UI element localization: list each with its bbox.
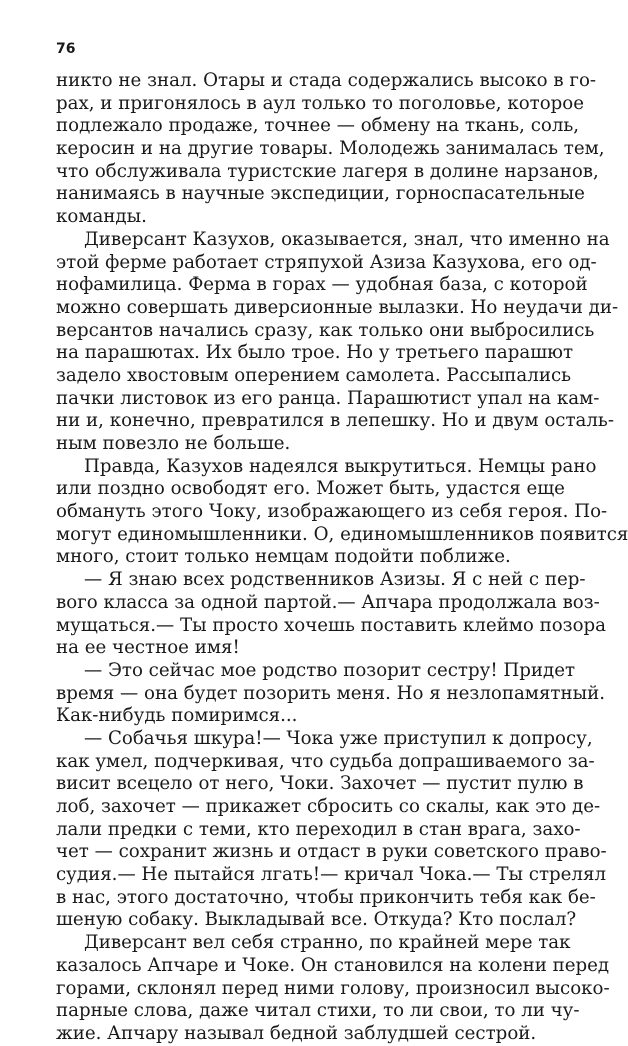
text-line: чет — сохранит жизнь и отдаст в руки советского право- <box>56 841 607 863</box>
text-line: Диверсант Казухов, оказывается, знал, что именно на <box>84 228 610 250</box>
text-line: Как-нибудь помиримся... <box>56 705 298 727</box>
text-line: этой ферме работает стряпухой Азиза Казухова, его од- <box>56 251 597 273</box>
text-line: версантов начались сразу, как только они выбросились <box>56 319 595 341</box>
text-line: Диверсант вел себя странно, по крайней мере так <box>84 932 571 954</box>
text-line: нанимаясь в научные экспедиции, горноспасательные <box>56 183 585 205</box>
text-line: — Собачья шкура!— Чока уже приступил к допросу, <box>84 727 593 749</box>
text-line: что обслуживала туристские лагеря в долине нарзанов, <box>56 160 599 182</box>
text-line: Правда, Казухов надеялся выкрутиться. Немцы рано <box>84 455 597 477</box>
text-line: подлежало продаже, точнее — обмену на ткань, соль, <box>56 115 580 137</box>
text-line: много, стоит только немцам подойти поближе. <box>56 546 511 568</box>
text-line: горами, склонял перед ними голову, произносил высоко- <box>56 977 610 999</box>
text-line: время — она будет позорить меня. Но я незлопамятный. <box>56 682 605 704</box>
page-number: 76 <box>56 41 76 57</box>
text-line: шеную собаку. Выкладывай все. Откуда? Кто послал? <box>56 909 577 931</box>
text-line: никто не знал. Отары и стада содержались высоко в го- <box>56 70 597 91</box>
text-line: висит всецело от него, Чоки. Захочет — пустит пулю в <box>56 773 584 795</box>
text-line: вого класса за одной партой.— Апчара продолжала воз- <box>56 591 600 613</box>
text-line: задело хвостовым оперением самолета. Рассыпались <box>56 364 572 386</box>
text-line: — Это сейчас мое родство позорит сестру! Придет <box>84 659 576 681</box>
text-line: пачки листовок из его ранца. Парашютист упал на кам- <box>56 387 600 409</box>
text-line: ным повезло не больше. <box>56 433 291 454</box>
text-line: мущаться.— Ты просто хочешь поставить клеймо позора <box>56 614 607 636</box>
text-line: керосин и на другие товары. Молодежь занималась тем, <box>56 138 605 160</box>
body-text <box>56 70 628 1046</box>
text-line: рах, и пригонялось в аул только то поголовье, которое <box>56 92 585 114</box>
text-line: можно совершать диверсионные вылазки. Но неудачи ди- <box>56 296 619 318</box>
text-line: ни и, конечно, превратился в лепешку. Но и двум осталь- <box>56 410 614 432</box>
text-line: команды. <box>56 206 147 228</box>
text-line: могут единомышленники. О, единомышленников появится <box>56 523 628 545</box>
text-line: лали предки с теми, кто переходил в стан врага, захо- <box>56 818 581 840</box>
text-line: — Я знаю всех родственников Азизы. Я с ней с пер- <box>84 569 586 591</box>
text-line: казалось Апчаре и Чоке. Он становился на колени перед <box>56 954 610 976</box>
text-line: нофамилица. Ферма в горах — удобная база, с которой <box>56 274 588 296</box>
text-line: на парашютах. Их было трое. Но у третьего парашют <box>56 342 574 364</box>
text-line: обмануть этого Чоку, изображающего из себя героя. По- <box>56 501 608 523</box>
text-line: или поздно освободят его. Может быть, удастся еще <box>56 478 565 500</box>
text-line: как умел, подчеркивая, что судьба допрашиваемого за- <box>56 750 595 772</box>
text-line: судия.— Не пытайся лгать!— кричал Чока.— Ты стрелял <box>56 864 606 886</box>
text-line: парные слова, даже читал стихи, то ли свои, то ли чу- <box>56 1000 580 1022</box>
text-line: жие. Апчару называл бедной заблудшей сестрой. <box>56 1022 537 1044</box>
text-line: в нас, этого достаточно, чтобы прикончить тебя как бе- <box>56 886 596 908</box>
text-line: лоб, захочет — прикажет сбросить со скалы, как это де- <box>56 796 601 817</box>
text-line: на ее честное имя! <box>56 637 240 659</box>
